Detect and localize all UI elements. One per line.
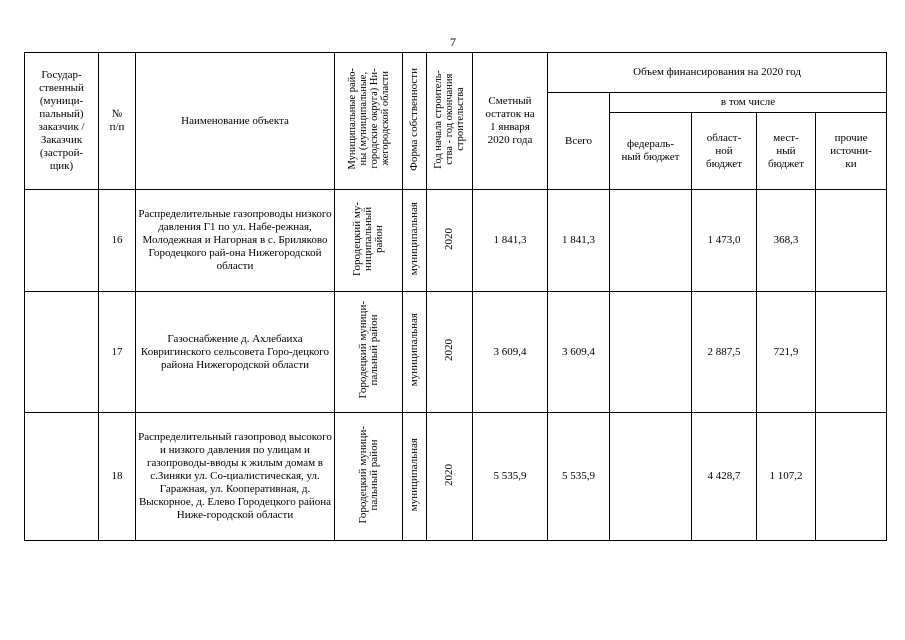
row-local: 1 107,2 [757, 413, 816, 541]
row-estimate: 5 535,9 [473, 413, 548, 541]
row-municipality-text: Городецкий му- ниципальный район [351, 201, 385, 276]
row-estimate: 3 609,4 [473, 292, 548, 413]
header-federal [610, 113, 692, 190]
header-other [816, 113, 887, 190]
header-local-text: мест- ный бюджет [768, 131, 804, 170]
row-ownership [403, 190, 427, 292]
row-municipality-text: Городецкий муници- пальный район [356, 425, 380, 524]
row-ownership [403, 413, 427, 541]
table-row [25, 190, 887, 292]
row-years [427, 190, 473, 292]
row-number: 18 [99, 413, 136, 541]
row-municipality [335, 190, 403, 292]
row-federal [610, 190, 692, 292]
header-years-text: Год начала строитель- ства - год окончания строительства [433, 69, 466, 169]
row-regional: 1 473,0 [692, 190, 757, 292]
row-years [427, 292, 473, 413]
row-object-name: Газоснабжение д. Ахлебаиха Ковригинского сельсовета Горо-децкого района Нижегородской области [136, 292, 335, 413]
row-municipality-text: Городецкий муници- пальный район [356, 301, 380, 399]
row-municipality [335, 413, 403, 541]
row-customer [25, 190, 99, 292]
table-row [25, 413, 887, 541]
header-regional-text: област- ной бюджет [706, 131, 742, 170]
header-customer-text: Государ- ственный (муници- пальный) заказчик / Заказчик (застрой- щик) [38, 69, 85, 172]
header-number-text: № п/п [109, 108, 125, 133]
header-regional [692, 113, 757, 190]
header-number [99, 53, 136, 190]
row-federal [610, 292, 692, 413]
row-local: 368,3 [757, 190, 816, 292]
row-object-name: Распределительные газопроводы низкого давления Г1 по ул. Набе-режная, Молодежная и Нагорная в с. Бриляково Городецкого рай-она Нижегородской области [136, 190, 335, 292]
header-ownership-text: Форма собственности [408, 67, 420, 171]
row-customer [25, 413, 99, 541]
row-years-text: 2020 [443, 227, 455, 250]
row-number: 16 [99, 190, 136, 292]
header-municipality [335, 53, 403, 190]
row-regional: 4 428,7 [692, 413, 757, 541]
header-estimate-text: Сметный остаток на 1 января 2020 года [485, 95, 535, 146]
row-total: 1 841,3 [548, 190, 610, 292]
financing-table [24, 52, 887, 541]
row-estimate: 1 841,3 [473, 190, 548, 292]
row-number: 17 [99, 292, 136, 413]
row-ownership [403, 292, 427, 413]
header-including [610, 93, 887, 113]
page-number: 7 [450, 35, 456, 49]
row-other [816, 413, 887, 541]
row-total: 5 535,9 [548, 413, 610, 541]
row-ownership-text: муниципальная [408, 201, 420, 276]
row-ownership-text: муниципальная [408, 437, 420, 512]
header-row-1 [25, 53, 887, 93]
header-years [427, 53, 473, 190]
table-row [25, 292, 887, 413]
header-total-text: Всего [565, 134, 592, 147]
header-object-name [136, 53, 335, 190]
header-estimate [473, 53, 548, 190]
header-federal-text: федераль- ный бюджет [621, 138, 680, 163]
header-total [548, 93, 610, 190]
header-local [757, 113, 816, 190]
row-object-name: Распределительный газопровод высокого и низкого давления по улицам и газопроводы-вводы к жилым домам в с.Зиняки ул. Со-циалистическая, ул. Гаражная, ул. Кооперативная, д. Выскорное, д. Елево Городецкого района Ниже-городской области [136, 413, 335, 541]
header-municipality-text: Муниципальные райо- ны (муниципальные, городские округа) Ни- жегородской области [346, 68, 391, 170]
row-years-text: 2020 [443, 463, 455, 486]
row-ownership-text: муниципальная [408, 313, 420, 387]
header-financing [548, 53, 887, 93]
row-customer [25, 292, 99, 413]
header-other-text: прочие источни- ки [830, 131, 872, 170]
row-federal [610, 413, 692, 541]
row-other [816, 190, 887, 292]
row-regional: 2 887,5 [692, 292, 757, 413]
row-years [427, 413, 473, 541]
row-years-text: 2020 [443, 339, 455, 361]
header-financing-text: Объем финансирования на 2020 год [633, 66, 801, 78]
row-other [816, 292, 887, 413]
row-local: 721,9 [757, 292, 816, 413]
header-object-name-text: Наименование объекта [181, 114, 289, 127]
row-total: 3 609,4 [548, 292, 610, 413]
header-customer [25, 53, 99, 190]
header-including-text: в том числе [720, 96, 776, 108]
header-ownership [403, 53, 427, 190]
row-municipality [335, 292, 403, 413]
